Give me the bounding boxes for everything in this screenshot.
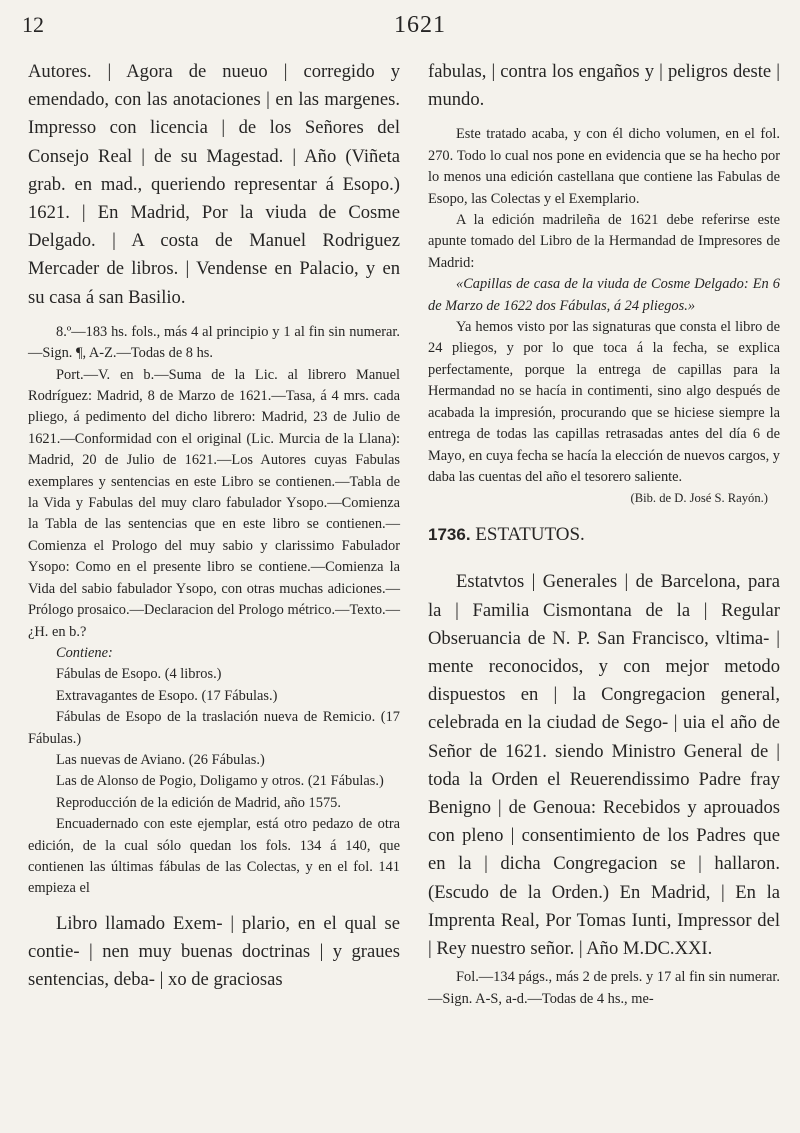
contents-item: Las de Alonso de Pogio, Doligamo y otros. (21 Fábulas.) — [56, 773, 384, 790]
exemplario-title: Libro llamado Exem- | plario, en el qual se contie- | nen muy buenas doctrinas | y graues sentencias, deba- | xo de graciosas — [28, 912, 400, 991]
commentary-paragraph: A la edición madrileña de 1621 debe referirse este apunte tomado del Libro de la Hermandad de Impresores de Madrid: — [428, 212, 780, 271]
entry-transcription: Estatvtos | Generales | de Barcelona, para la | Familia Cismontana de la | Regular Obseruancia de N. P. San Francisco, vltima- | mente reconocidos, y con mejor metodo dispuestos en | la Congregacion general, celebrada en la ciudad de Sego- | uia el año de Señor de 1621. siendo Ministro General de | toda la Orden el Reuerendissimo Padre fray Benigno | de Genoua: Recebidos y aprouados con pleno | consentimiento de los Padres que en la | dicha Congregacion se | hallaron. (Escudo de la Orden.) En Madrid, | En la Imprenta Real, Por Tomas Iunti, Impressor del | Rey nuestro señor. | Año M.DC.XXI. — [428, 571, 780, 959]
entry-heading — [428, 524, 780, 546]
contents-item: Reproducción de la edición de Madrid, año 1575. — [56, 794, 341, 811]
entry-number: 1736. — [428, 525, 471, 545]
entry-title: ESTATUTOS. — [475, 524, 585, 546]
binding-note: Encuadernado con este ejemplar, está otro pedazo de otra edición, de la cual sólo quedan los fols. 134 á 140, que contienen las últimas fábulas de las Colectas, y en el fol. 141 empieza el — [28, 816, 400, 897]
contents-item: Extravagantes de Esopo. (17 Fábulas.) — [56, 687, 278, 704]
running-head-year: 1621 — [394, 12, 446, 38]
right-column — [428, 58, 780, 1010]
commentary-paragraph: Ya hemos visto por las signaturas que consta el libro de 24 pliegos, y por lo que toca á la fecha, se explica perfectamente, porque la entrega de capillas para la Hermandad no se hacía in contimenti, sino algo después de acabada la impresión, procurando que se hiciese siempre la entrega de todas las capillas retrasadas antes del día 6 de Mayo, en cuya fecha se hacía la elección de nuevos cargos, y daba las cuentas del año el tesorero saliente. — [428, 319, 780, 485]
contents-item: Fábulas de Esopo de la traslación nueva de Remicio. (17 Fábulas.) — [28, 709, 400, 747]
entry-physical-description: Fol.—134 págs., más 2 de prels. y 17 al fin sin numerar.—Sign. A-S, a-d.—Todas de 4 hs., me- — [428, 969, 780, 1007]
contents-item: Fábulas de Esopo. (4 libros.) — [56, 666, 222, 683]
page-number: 12 — [22, 12, 44, 37]
hermandad-quote: «Capillas de casa de la viuda de Cosme Delgado: En 6 de Marzo de 1622 dos Fábulas, á 24 pliegos.» — [428, 276, 780, 314]
contents-label: Contiene: — [56, 644, 113, 661]
physical-description: 8.º—183 hs. fols., más 4 al principio y 1 al fin sin numerar.—Sign. ¶, A-Z.—Todas de 8 hs. — [28, 323, 400, 362]
commentary-paragraph: Este tratado acaba, y con él dicho volumen, en el fol. 270. Todo lo cual nos pone en evidencia que se ha hecho por lo menos una edición castellana que contiene las Fabulas de Esopo, las Colectas y el Exemplario. — [428, 126, 780, 207]
preliminaries-description: Port.—V. en b.—Suma de la Lic. al librero Manuel Rodríguez: Madrid, 8 de Marzo de 1621.—Tasa, á 4 mrs. cada pliego, á pedimento del dicho librero: Madrid, 23 de Julio de 1621.—Conformidad con el original (Lic. Murcia de la Llana): Madrid, 20 de Julio de 1621.—Los Autores cuyas Fabulas exemplares y sentencias en este Libro se contienen.—Tabla de la Vida y Fabulas del muy claro fabulador Ysopo.—Comienza la Tabla de las sentencias que en este libro se contienen.—Comienza el Prologo del muy sabio y clarissimo Fabulador Ysopo: Como en el presente libro se contiene.—Comienza la Vida del sabio fabulador Ysopo, con otras muchas adiciones.—Prólogo prosaico.—Declaracion del Prologo métrico.—Texto.—¿H. en b.? — [28, 366, 400, 640]
contents-item: Las nuevas de Aviano. (26 Fábulas.) — [56, 751, 265, 768]
exemplario-title-continuation: fabulas, | contra los engaños y | peligros deste | mundo. — [428, 61, 780, 111]
source-citation: (Bib. de D. José S. Rayón.) — [630, 491, 768, 506]
left-column — [28, 58, 400, 994]
bibliographic-title-continuation: Autores. | Agora de nueuo | corregido y emendado, con las anotaciones | en las margenes. Impresso con licencia | de los Señores del Consejo Real | de su Magestad. | Año (Viñeta grab. en mad., queriendo representar á Esopo.) 1621. | En Madrid, Por la viuda de Cosme Delgado. | A costa de Manuel Rodriguez Mercader de libros. | Vendense en Palacio, y en su casa á san Basilio. — [28, 61, 400, 308]
